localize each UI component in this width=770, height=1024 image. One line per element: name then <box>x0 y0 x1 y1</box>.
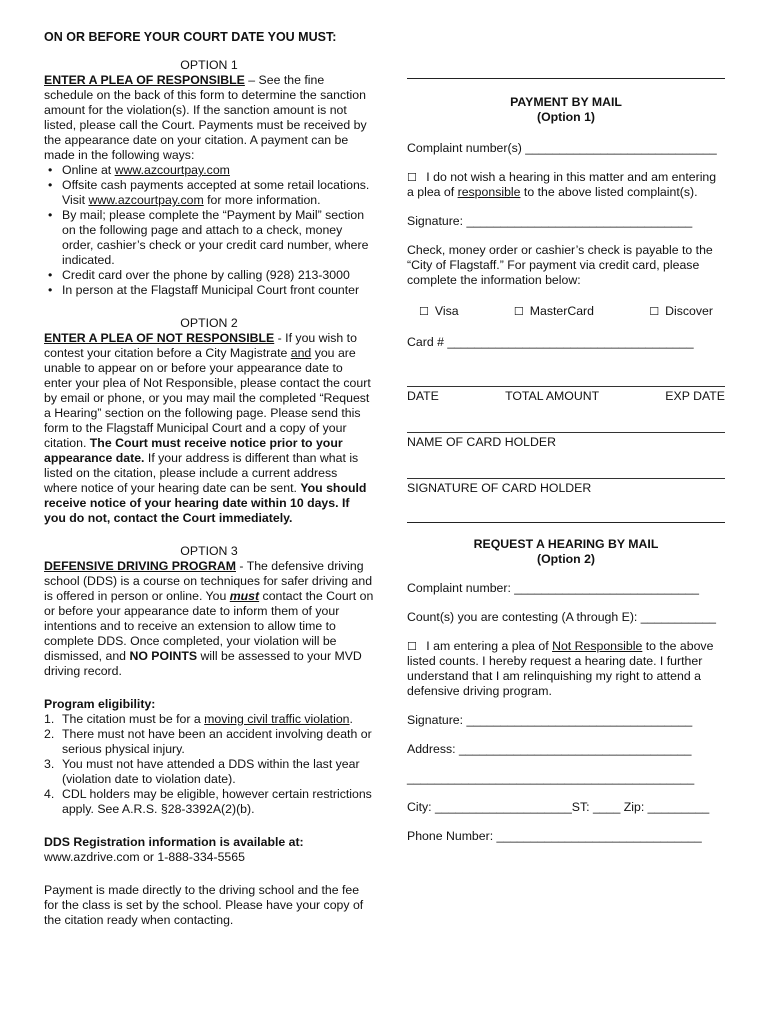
divider <box>407 522 725 523</box>
list-item <box>44 712 374 727</box>
discover-checkbox[interactable]: ☐ <box>649 305 660 318</box>
option-3-title: OPTION 3 <box>180 544 238 558</box>
dds-title: DDS Registration information is available at: <box>44 835 304 849</box>
dds-section <box>44 835 374 928</box>
list-item: • In person at the Flagstaff Municipal Court front counter <box>62 283 374 298</box>
mastercard-option[interactable] <box>514 304 594 319</box>
plea-text: I do not wish a hearing in this matter and am entering a plea of <box>407 170 717 199</box>
list-item <box>44 787 374 817</box>
divider <box>407 78 725 79</box>
option-2-lead: ENTER A PLEA OF NOT RESPONSIBLE <box>44 331 275 345</box>
option-2-body: - If you wish to contest your citation before a City Magistrate <box>44 331 357 360</box>
plea-text: to the above listed counts. I hereby request a hearing date. I further understand that I am relinquishing my right to attend a defensive driving program. <box>407 639 714 698</box>
list-item: • Credit card over the phone by calling (928) 213-3000 <box>62 268 374 283</box>
card-holder-signature-label: SIGNATURE OF CARD HOLDER <box>407 481 592 495</box>
list-number: 3. <box>44 757 55 771</box>
card-holder-name-line[interactable] <box>407 418 725 433</box>
card-holder-name-label: NAME OF CARD HOLDER <box>407 435 556 449</box>
option-3-body: contact the Court on or before your appearance date to inform them of your intentions and to receive an extension to allow time to complete DDS. Once completed, your violation will be dismissed, and <box>44 589 374 663</box>
responsible-emphasis: responsible <box>457 185 521 199</box>
list-item-text: for more information. <box>203 193 321 207</box>
plea-text: I am entering a plea of <box>422 639 553 653</box>
total-amount-label: TOTAL AMOUNT <box>505 389 600 403</box>
visa-option[interactable] <box>419 304 459 319</box>
option-3-text <box>44 559 374 679</box>
list-item-text: CDL holders may be eligible, however certain restrictions apply. See A.R.S. §28-3392A(2)(b). <box>62 787 372 816</box>
must-emphasis: must <box>229 589 260 603</box>
eligibility-list <box>44 712 374 817</box>
list-item-text: Offsite cash payments accepted at some retail locations. Visit <box>62 178 370 207</box>
not-responsible-plea <box>407 639 725 699</box>
exp-date-label: EXP DATE <box>665 389 725 403</box>
hearing-signature-field[interactable]: Signature: _________________________________ <box>407 713 693 727</box>
check-instructions: Check, money order or cashier’s check is payable to the “City of Flagstaff.” For payment via credit card, please complete the information below: <box>407 243 713 287</box>
eligibility-title: Program eligibility: <box>44 697 156 711</box>
payment-subtitle: (Option 1) <box>536 110 596 124</box>
option-1-body: – See the fine schedule on the back of this form to determine the sanction amount for the violation(s). If the sanction amount is not listed, please call the Court. Payments must be received by the appearance date on your citation. A payment can be made in the following ways: <box>44 73 367 162</box>
option-2-body: you are unable to appear on or before your appearance date to enter your plea of Not Responsible, please contact the court by email or phone, or you may mail the completed “Request a Hearing” section on the following page. Please send this form to the Flagstaff Municipal Court and a copy of your citation. <box>44 346 371 450</box>
list-item-text: There must not have been an accident involving death or serious physical injury. <box>62 727 372 756</box>
payment-by-mail-form <box>407 95 725 496</box>
responsible-checkbox[interactable]: ☐ <box>407 171 417 184</box>
hearing-complaint-field[interactable]: Complaint number: ___________________________ <box>407 581 699 595</box>
mastercard-checkbox[interactable]: ☐ <box>513 305 524 318</box>
eligibility-section <box>44 697 374 817</box>
list-item <box>44 727 374 757</box>
azcourtpay-link-2[interactable]: www.azcourtpay.com <box>88 193 204 207</box>
list-item <box>44 757 374 787</box>
option-2-section <box>44 316 374 526</box>
payment-signature-field[interactable]: Signature: _________________________________ <box>407 214 693 228</box>
page-heading: ON OR BEFORE YOUR COURT DATE YOU MUST: <box>44 30 337 44</box>
card-type-options <box>407 304 725 319</box>
moving-violation-emphasis: moving civil traffic violation <box>204 712 350 726</box>
hearing-subtitle: (Option 2) <box>536 552 596 566</box>
option-2-text <box>44 331 374 526</box>
card-number-field[interactable]: Card # ____________________________________ <box>407 335 694 349</box>
option-1-title: OPTION 1 <box>180 58 238 72</box>
forms-column <box>407 78 725 844</box>
and-emphasis: and <box>290 346 312 360</box>
city-state-zip-field[interactable]: City: ____________________ST: ____ Zip: _________ <box>407 800 710 814</box>
list-number: 1. <box>44 712 55 726</box>
phone-field[interactable]: Phone Number: ______________________________ <box>407 829 702 843</box>
plea-text: to the above listed complaint(s). <box>520 185 698 199</box>
address-line-2[interactable]: __________________________________________ <box>407 771 695 785</box>
option-1-section <box>44 58 374 298</box>
receive-emphasis: You should receive notice of your hearing date within 10 days. If you do not, contact the Court immediately. <box>44 481 367 525</box>
mastercard-label: MasterCard <box>529 304 594 318</box>
list-item-text: The citation must be for a <box>62 712 205 726</box>
responsible-plea <box>407 170 725 200</box>
option-1-text <box>44 73 374 163</box>
instructions-column <box>44 58 374 928</box>
card-holder-signature-line[interactable] <box>407 464 725 479</box>
option-2-title: OPTION 2 <box>180 316 238 330</box>
date-label: DATE <box>407 389 439 403</box>
notice-emphasis: The Court must receive notice prior to your appearance date. <box>44 436 343 465</box>
list-item <box>62 163 374 178</box>
list-number: 2. <box>44 727 55 741</box>
date-amount-line[interactable] <box>407 372 725 387</box>
discover-option[interactable] <box>649 304 713 319</box>
no-points-emphasis: NO POINTS <box>129 649 198 663</box>
visa-checkbox[interactable]: ☐ <box>419 305 429 318</box>
discover-label: Discover <box>665 304 713 318</box>
list-item-text: . <box>349 712 353 726</box>
option-2-body: If your address is different than what is listed on the citation, please include a current address where notice of your hearing date can be sent. <box>44 451 359 495</box>
option-1-lead: ENTER A PLEA OF RESPONSIBLE <box>44 73 245 87</box>
request-hearing-form <box>407 537 725 844</box>
azcourtpay-link[interactable]: www.azcourtpay.com <box>114 163 230 177</box>
address-field[interactable]: Address: __________________________________ <box>407 742 692 756</box>
not-responsible-checkbox[interactable]: ☐ <box>407 640 417 653</box>
option-3-body: - The defensive driving school (DDS) is a course on techniques for safer driving and is offered in person or online. You <box>44 559 373 603</box>
dds-payment-note: Payment is made directly to the driving school and the fee for the class is set by the school. Please have your copy of the citation ready when contacting. <box>44 883 364 927</box>
hearing-title: REQUEST A HEARING BY MAIL <box>473 537 659 551</box>
visa-label: Visa <box>434 304 459 318</box>
option-3-body: will be assessed to your MVD driving record. <box>44 649 362 678</box>
option-3-lead: DEFENSIVE DRIVING PROGRAM <box>44 559 236 573</box>
list-item-text: Online at <box>62 163 115 177</box>
not-responsible-emphasis: Not Responsible <box>552 639 643 653</box>
counts-field[interactable]: Count(s) you are contesting (A through E): ___________ <box>407 610 716 624</box>
payment-title: PAYMENT BY MAIL <box>510 95 622 109</box>
option-3-section <box>44 544 374 679</box>
list-number: 4. <box>44 787 55 801</box>
payment-complaint-field[interactable]: Complaint number(s) ____________________________ <box>407 141 717 155</box>
list-item <box>62 178 374 208</box>
payment-methods-list <box>44 163 374 298</box>
dds-contact: www.azdrive.com or 1-888-334-5565 <box>44 850 245 864</box>
date-amount-labels <box>407 389 725 404</box>
list-item: • By mail; please complete the “Payment by Mail” section on the following page and attach to a check, money order, cashier’s check or your credit card number, where indicated. <box>62 208 374 268</box>
list-item-text: You must not have attended a DDS within the last year (violation date to violation date). <box>62 757 360 786</box>
